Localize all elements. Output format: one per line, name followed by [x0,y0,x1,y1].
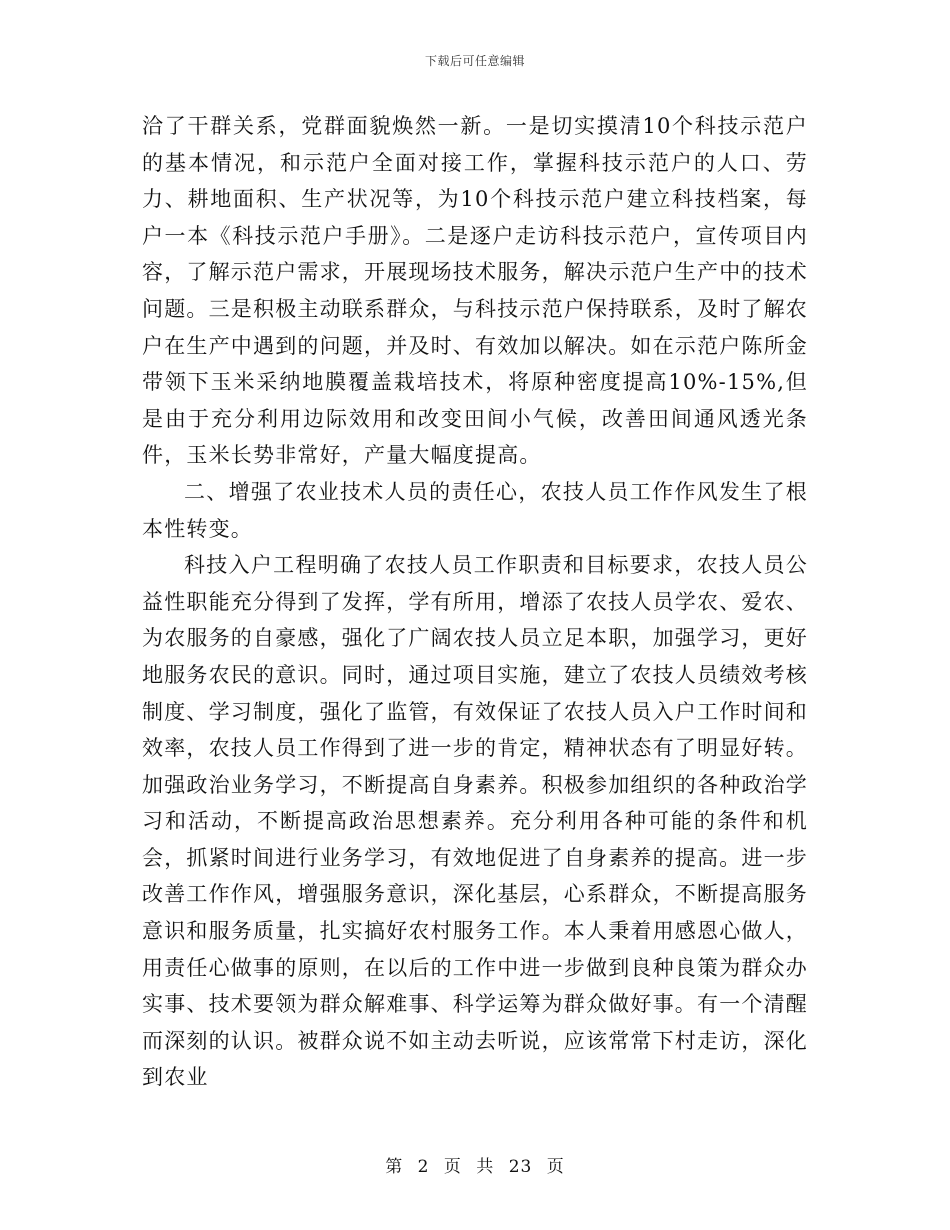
paragraph-2-heading: 二、增强了农业技术人员的责任心，农技人员工作作风发生了根本性转变。 [142,479,808,541]
footer-prefix: 第 [385,1157,404,1177]
footer-total-pages: 23 [508,1157,533,1177]
document-body [142,108,808,1096]
footer-suffix: 页 [546,1157,565,1177]
footer-total-word: 共 [476,1157,495,1177]
paragraph-1: 洽了干群关系，党群面貌焕然一新。一是切实摸清10个科技示范户的基本情况，和示范户全面对接工作，掌握科技示范户的人口、劳力、耕地面积、生产状况等，为10个科技示范户建立科技档案，每户一本《科技示范户手册》。二是逐户走访科技示范户，宣传项目内容，了解示范户需求，开展现场技术服务，解决示范户生产中的技术问题。三是积极主动联系群众，与科技示范户保持联系，及时了解农户在生产中遇到的问题，并及时、有效加以解决。如在示范户陈所金带领下玉米采纳地膜覆盖栽培技术，将原种密度提高10%-15%,但是由于充分利用边际效用和改变田间小气候，改善田间通风透光条件，玉米长势非常好，产量大幅度提高。 [142,114,808,468]
page-header: 下载后可任意编辑 [424,54,525,68]
paragraph-3: 科技入户工程明确了农技人员工作职责和目标要求，农技人员公益性职能充分得到了发挥，学有所用，增添了农技人员学农、爱农、为农服务的自豪感，强化了广阔农技人员立足本职，加强学习，更好地服务农民的意识。同时，通过项目实施，建立了农技人员绩效考核制度、学习制度，强化了监管，有效保证了农技人员入户工作时间和效率，农技人员工作得到了进一步的肯定，精神状态有了明显好转。加强政治业务学习，不断提高自身素养。积极参加组织的各种政治学习和活动，不断提高政治思想素养。充分利用各种可能的条件和机会，抓紧时间进行业务学习，有效地促进了自身素养的提高。进一步改善工作作风，增强服务意识，深化基层，心系群众，不断提高服务意识和服务质量，扎实搞好农村服务工作。本人秉着用感恩心做人，用责任心做事的原则，在以后的工作中进一步做到良种良策为群众办实事、技术要领为群众解难事、科学运筹为群众做好事。有一个清醒而深刻的认识。被群众说不如主动去听说，应该常常下村走访，深化到农业 [142,553,808,1090]
footer-page-word: 页 [443,1157,462,1177]
footer-current-page: 2 [417,1157,430,1177]
page-footer [0,1152,950,1177]
